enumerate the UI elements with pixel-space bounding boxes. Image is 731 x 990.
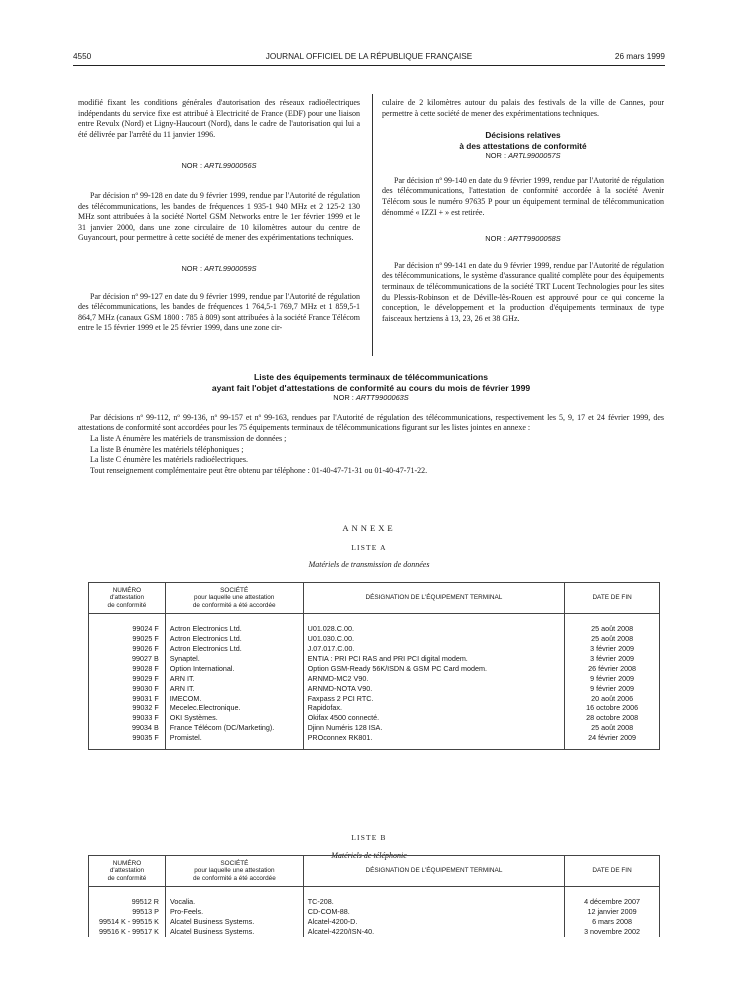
page-header: [73, 52, 665, 64]
end-date: 25 août 2008: [565, 624, 660, 634]
equipment-designation: U01.030.C.00.: [303, 634, 565, 644]
intro-paragraph: Par décisions nº 99-112, nº 99-136, nº 99-157 et nº 99-163, rendues par l'Autorité de régulation des télécommunications, respectivement les 5, 9, 17 et 24 février 1999, des attestations de conformité sont accordées pour les 75 équipements terminaux de télécommunications figurant sur les listes jointes en annexe :: [78, 412, 664, 433]
equipment-designation: ARNMD-MC2 V90.: [303, 674, 565, 684]
end-date: 12 janvier 2009: [565, 907, 660, 917]
end-date: 3 novembre 2002: [565, 927, 660, 937]
header-societe: SOCIÉTÉ pour laquelle une attestation de conformité a été accordée: [165, 583, 303, 614]
company-name: Mecelec.Electronique.: [165, 703, 303, 713]
attestation-number: 99033 F: [89, 713, 166, 723]
table-row: [89, 897, 660, 907]
equipment-designation: Alcatel-4220/ISN-40.: [303, 927, 564, 937]
left-column: [78, 98, 360, 334]
annexe-title: ANNEXE: [342, 523, 396, 533]
contact-line: Tout renseignement complémentaire peut être obtenu par téléphone : 01-40-47-71-31 ou 01-40-47-71-22.: [90, 465, 428, 475]
paragraph: Par décision nº 99-140 en date du 9 février 1999, rendue par l'Autorité de régulation des télécommunications, l'attestation de conformité accordée à la société Avenir Télécom sous le numéro 97635 P pour un équipement terminal de télécommunication dénommé « IZZI + » est retirée.: [382, 175, 664, 217]
list-a-title: LISTE A: [351, 543, 387, 552]
equipment-designation: TC-208.: [303, 897, 564, 907]
company-name: Actron Electronics Ltd.: [165, 644, 303, 654]
end-date: 25 août 2008: [565, 723, 660, 733]
nor-reference: NOR : ARTL9900056S: [181, 161, 257, 171]
attestation-number: 99031 F: [89, 694, 166, 704]
company-name: Alcatel Business Systems.: [165, 927, 303, 937]
section-title: ayant fait l'objet d'attestations de conformité au cours du mois de février 1999: [211, 382, 531, 393]
equipment-designation: J.07.017.C.00.: [303, 644, 565, 654]
attestation-number: 99024 F: [89, 624, 166, 634]
end-date: 6 mars 2008: [565, 917, 660, 927]
header-date-fin: DATE DE FIN: [565, 856, 660, 887]
company-name: IMECOM.: [165, 694, 303, 704]
table-row: [89, 644, 660, 654]
table-row: [89, 674, 660, 684]
company-name: OKI Systèmes.: [165, 713, 303, 723]
table-row: [89, 927, 660, 937]
header-rule: [73, 65, 665, 66]
table-list-b: [88, 855, 660, 937]
header-numero: NUMÉRO d'attestation de conformité: [89, 856, 166, 887]
list-b-title: LISTE B: [351, 833, 387, 842]
table-row: [89, 684, 660, 694]
journal-title: JOURNAL OFFICIEL DE LA RÉPUBLIQUE FRANÇAISE: [265, 52, 473, 61]
table-row: [89, 634, 660, 644]
attestation-number: 99516 K - 99517 K: [89, 927, 166, 937]
page-number: 4550: [73, 52, 92, 61]
table-row: [89, 624, 660, 634]
section-title: à des attestations de conformité: [459, 140, 587, 151]
equipment-designation: Okifax 4500 connecté.: [303, 713, 565, 723]
end-date: 28 octobre 2008: [565, 713, 660, 723]
paragraph: Par décision nº 99-141 en date du 9 février 1999, rendue par l'Autorité de régulation des télécommunications, le système d'assurance qualité complète pour des équipements terminaux de télécommunications de la société TRT Lucent Technologies pour les sites du Plessis-Robinson et de Déville-lès-Rouen est approuvé pour ce qui concerne la conception, le développement et la production d'équipements terminaux de type faisceaux hertziens à 13, 23, 26 et 38 GHz.: [382, 260, 664, 323]
equipment-designation: Option GSM-Ready 56K/ISDN & GSM PC Card modem.: [303, 664, 565, 674]
column-separator: [372, 94, 373, 356]
nor-reference: NOR : ARTT9900063S: [333, 393, 409, 403]
paragraph: Par décision nº 99-127 en date du 9 février 1999, rendue par l'Autorité de régulation des télécommunications, les bandes de fréquences 1 764,5-1 769,7 MHz et 1 859,5-1 864,7 MHz (canaux GSM 1800 : 785 à 809) sont attribuées à la société France Télécom entre le 15 février 1999 et le 25 février 1999, dans une zone cir-: [78, 291, 360, 333]
attestation-number: 99512 R: [89, 897, 166, 907]
equipment-designation: U01.028.C.00.: [303, 624, 565, 634]
table-row: [89, 654, 660, 664]
company-name: ARN IT.: [165, 684, 303, 694]
list-b-subtitle: Matériels de téléphonie: [331, 851, 407, 860]
table-row: [89, 907, 660, 917]
equipment-designation: CD-COM-88.: [303, 907, 564, 917]
end-date: 25 août 2008: [565, 634, 660, 644]
list-line: La liste A énumère les matériels de transmission de données ;: [90, 433, 287, 443]
equipment-designation: Faxpass 2 PCI RTC.: [303, 694, 565, 704]
attestation-number: 99030 F: [89, 684, 166, 694]
header-date-fin: DATE DE FIN: [565, 583, 660, 614]
company-name: Synaptel.: [165, 654, 303, 664]
attestation-number: 99514 K - 99515 K: [89, 917, 166, 927]
end-date: 16 octobre 2006: [565, 703, 660, 713]
table-row: [89, 917, 660, 927]
end-date: 4 décembre 2007: [565, 897, 660, 907]
equipment-designation: ARNMD-NOTA V90.: [303, 684, 565, 694]
company-name: Actron Electronics Ltd.: [165, 624, 303, 634]
header-numero: NUMÉRO d'attestation de conformité: [89, 583, 166, 614]
attestation-number: 99028 F: [89, 664, 166, 674]
attestation-number: 99025 F: [89, 634, 166, 644]
publication-date: 26 mars 1999: [614, 52, 665, 61]
end-date: 26 février 2008: [565, 664, 660, 674]
paragraph: modifié fixant les conditions générales d'autorisation des réseaux radioélectriques indépendants du service fixe est attribué à Electricité de France (EDF) pour une liaison entre Revulx (Nord) et Ligny-Haucourt (Nord), dans le cadre de l'autorisation qui lui a été délivrée par l'arrêté du 11 janvier 1996.: [78, 98, 360, 139]
company-name: France Télécom (DC/Marketing).: [165, 723, 303, 733]
attestation-number: 99032 F: [89, 703, 166, 713]
table-row: [89, 713, 660, 723]
paragraph: Par décision nº 99-128 en date du 9 février 1999, rendue par l'Autorité de régulation des télécommunications, les bandes de fréquences 1 935-1 940 MHz et 2 125-2 130 MHz sont attribuées à la société Nortel GSM Networks entre le 1er février 1999 et le 31 janvier 2000, dans une zone circulaire de 10 kilomètres autour du centre de Guyancourt, pour permettre à cette société de mener des expérimentations techniques.: [78, 190, 360, 243]
attestation-number: 99034 B: [89, 723, 166, 733]
nor-reference: NOR : ARTT9900058S: [485, 234, 561, 244]
equipment-designation: Rapidofax.: [303, 703, 565, 713]
attestation-number: 99029 F: [89, 674, 166, 684]
end-date: 3 février 2009: [565, 654, 660, 664]
table-row: [89, 723, 660, 733]
table-row: [89, 703, 660, 713]
right-column: [382, 98, 664, 324]
paragraph: culaire de 2 kilomètres autour du palais des festivals de la ville de Cannes, pour permettre à cette société de mener des expérimentations techniques.: [382, 98, 664, 118]
nor-reference: NOR : ARTL9900059S: [181, 263, 257, 273]
list-line: La liste B énumère les matériels téléphoniques ;: [90, 444, 244, 454]
main-section: [78, 372, 664, 476]
end-date: 3 février 2009: [565, 644, 660, 654]
equipment-designation: Alcatel-4200-D.: [303, 917, 564, 927]
end-date: 9 février 2009: [565, 674, 660, 684]
equipment-designation: ENTIA : PRI PCI RAS and PRI PCI digital modem.: [303, 654, 565, 664]
table-bottom: [89, 743, 660, 750]
attestation-number: 99027 B: [89, 654, 166, 664]
company-name: Vocalia.: [165, 897, 303, 907]
attestation-number: 99513 P: [89, 907, 166, 917]
company-name: Alcatel Business Systems.: [165, 917, 303, 927]
list-line: La liste C énumère les matériels radioélectriques.: [90, 455, 248, 465]
company-name: Pro-Feels.: [165, 907, 303, 917]
section-title: Liste des équipements terminaux de télécommunications: [253, 372, 488, 382]
table-row: [89, 733, 660, 743]
equipment-designation: PROconnex RK801.: [303, 733, 565, 743]
company-name: ARN IT.: [165, 674, 303, 684]
nor-reference: NOR : ARTL9900057S: [485, 151, 561, 161]
header-designation: DÉSIGNATION DE L'ÉQUIPEMENT TERMINAL: [303, 583, 565, 614]
header-designation: DÉSIGNATION DE L'ÉQUIPEMENT TERMINAL: [303, 856, 564, 887]
company-name: Option International.: [165, 664, 303, 674]
section-title: Décisions relatives: [485, 130, 561, 141]
table-row: [89, 694, 660, 704]
attestation-number: 99035 F: [89, 733, 166, 743]
table-row: [89, 664, 660, 674]
header-societe: SOCIÉTÉ pour laquelle une attestation de conformité a été accordée: [165, 856, 303, 887]
end-date: 20 août 2006: [565, 694, 660, 704]
company-name: Actron Electronics Ltd.: [165, 634, 303, 644]
equipment-designation: Djinn Numéris 128 ISA.: [303, 723, 565, 733]
list-a-subtitle: Matériels de transmission de données: [308, 560, 430, 569]
end-date: 9 février 2009: [565, 684, 660, 694]
attestation-number: 99026 F: [89, 644, 166, 654]
company-name: Promistel.: [165, 733, 303, 743]
end-date: 24 février 2009: [565, 733, 660, 743]
table-list-a: [88, 582, 660, 750]
